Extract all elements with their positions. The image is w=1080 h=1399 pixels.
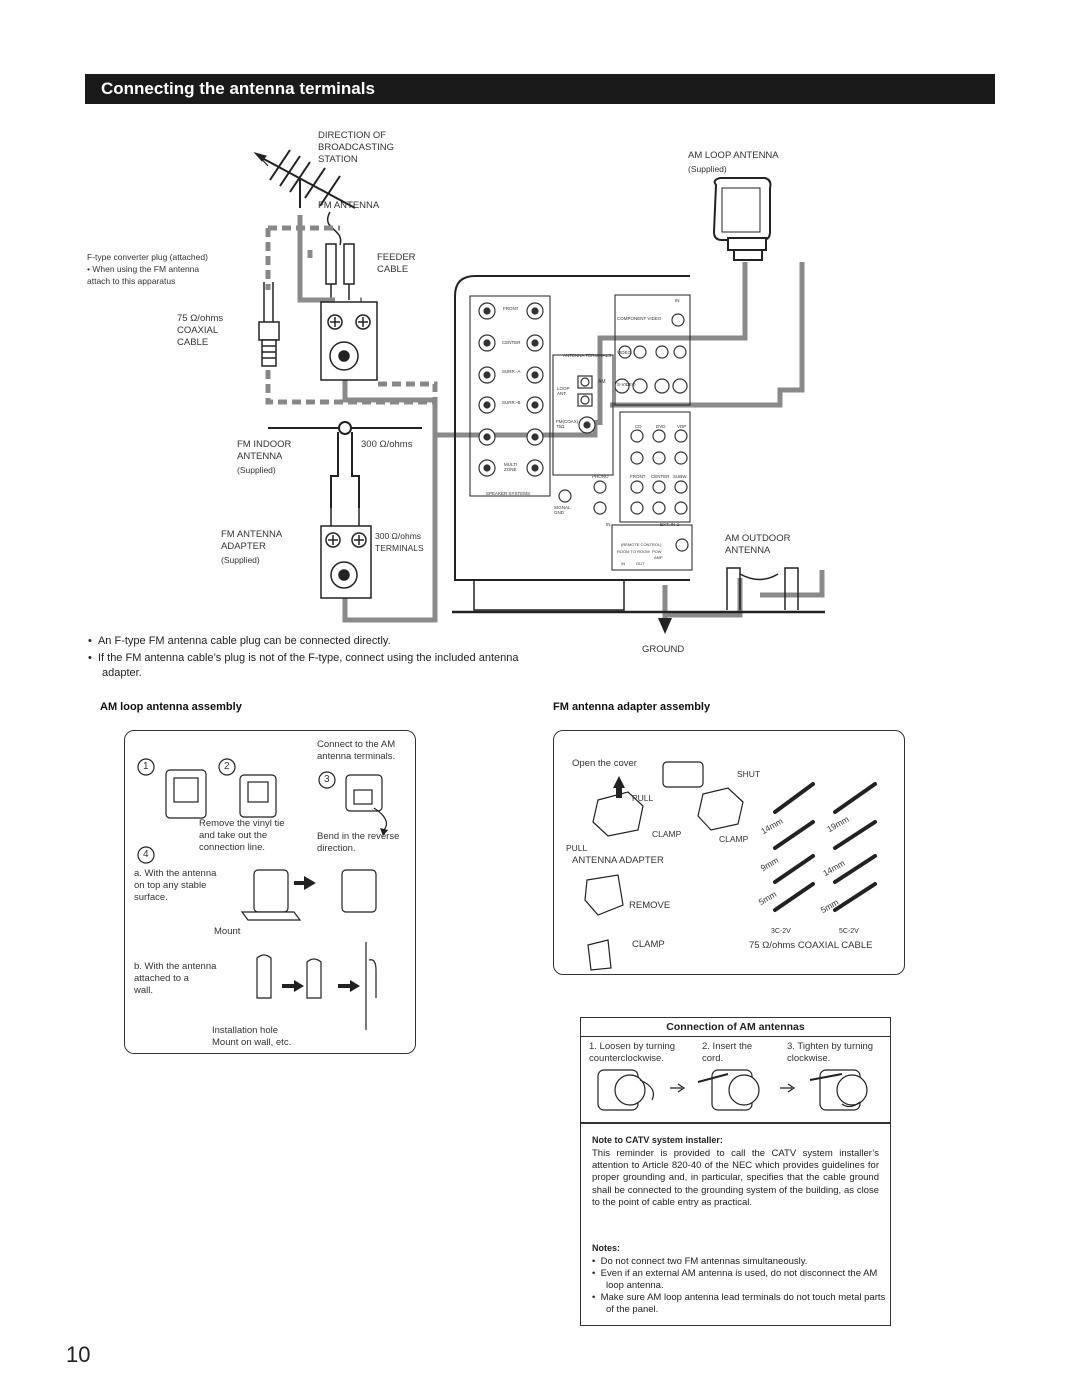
panel-label-video: VIDEO — [617, 350, 632, 355]
step-2-number: 2 — [224, 761, 230, 772]
installation-hole-text: Installation hole Mount on wall, etc. — [212, 1025, 292, 1048]
panel-label-surra: SURR.-A — [502, 369, 521, 374]
page-number: 10 — [66, 1342, 91, 1367]
clamp-label-1: CLAMP — [652, 829, 682, 839]
mm19-label: 19mm — [825, 813, 851, 835]
am-loop-antenna-icon — [714, 178, 770, 260]
panel-label-svideo: S-VIDEO — [617, 382, 636, 387]
ohms300-terminals-label: 300 Ω/ohms TERMINALS — [375, 531, 424, 553]
panel-label-pow: POW — [652, 549, 662, 554]
panel-label-in-box: IN — [621, 561, 625, 566]
am-connection-illustration — [580, 1060, 890, 1120]
note-item-2: • Even if an external AM antenna is used, do not disconnect the AM loop antenna. — [592, 1268, 878, 1292]
bullet-ftype: • An F-type FM antenna cable plug can be connected directly. — [88, 635, 391, 647]
panel-label-antterm: ANTENNA TERMINALS — [563, 353, 612, 358]
am-outdoor-antenna-label: AM OUTDOOR ANTENNA — [725, 533, 791, 556]
remove-label: REMOVE — [629, 900, 671, 911]
panel-label-out-box: OUT — [636, 561, 645, 566]
fm-antenna-label: FM ANTENNA — [318, 200, 380, 211]
am-step2-text: 2. Insert the cord. — [702, 1041, 753, 1064]
panel-label-front: FRONT — [503, 306, 519, 311]
page-title: Connecting the antenna terminals — [101, 79, 375, 98]
panel-label-signal-gnd: SIGNAL GND — [554, 505, 571, 515]
shut-label: SHUT — [737, 769, 761, 779]
panel-label-ext-in: EXT. IN-1 — [660, 522, 680, 527]
step-1-number: 1 — [143, 761, 149, 772]
mount-label: Mount — [214, 926, 241, 937]
clamp-label-2: CLAMP — [719, 834, 749, 844]
fm-adapter-label: FM ANTENNA ADAPTER — [221, 529, 283, 552]
ftype-note: • When using the FM antenna attach to this apparatus — [87, 264, 200, 286]
supplied-label-1: (Supplied) — [237, 465, 276, 475]
panel-label-amp: AMP — [654, 555, 663, 560]
stable-surface-text: a. With the antenna on top any stable surface. — [134, 868, 217, 903]
fm-terminal-block-upper — [321, 302, 377, 380]
open-cover-text: Open the cover — [572, 758, 637, 769]
panel-label-front2: FRONT — [630, 474, 646, 479]
fm-indoor-antenna-icon — [268, 422, 422, 508]
coax-caption: 75 Ω/ohms COAXIAL CABLE — [749, 940, 873, 951]
ftype-plug-label: F-type converter plug (attached) — [87, 252, 208, 262]
panel-label-center2: CENTER — [651, 474, 670, 479]
panel-label-surrb: SURR.-B — [502, 400, 521, 405]
ohms300-label: 300 Ω/ohms — [361, 439, 413, 450]
mm5a-label: 5mm — [756, 888, 779, 908]
supplied-label-2: (Supplied) — [221, 555, 260, 565]
mm14a-label: 14mm — [759, 815, 785, 837]
panel-label-in-tag: IN — [675, 298, 680, 303]
step-3-number: 3 — [324, 774, 330, 785]
wall-mount-text: b. With the antenna attached to a wall. — [134, 961, 217, 996]
panel-label-subw: SUBW. — [673, 474, 688, 479]
panel-label-comp-video: COMPONENT VIDEO — [617, 316, 662, 321]
feeder-cable-label: FEEDER CABLE — [377, 252, 416, 275]
clamp-label-3: CLAMP — [632, 939, 665, 950]
ground-icon — [658, 618, 672, 634]
panel-label-cd: CD — [635, 424, 642, 429]
step-4-number: 4 — [143, 849, 149, 860]
mm5b-label: 5mm — [818, 896, 841, 916]
panel-label-loop: LOOP ANT. — [557, 386, 570, 396]
supplied-label-3: (Supplied) — [688, 164, 727, 174]
panel-label-room: ROOM TO ROOM — [617, 549, 650, 554]
note-item-1: • Do not connect two FM antennas simultaneously. — [592, 1256, 808, 1267]
coaxial-cable-label: 75 Ω/ohms COAXIAL CABLE — [177, 313, 224, 348]
ground-label: GROUND — [642, 644, 685, 655]
panel-label-vdp: VDP — [677, 424, 687, 429]
panel-label-remote: (REMOTE CONTROL) — [621, 542, 662, 547]
antenna-adapter-label: ANTENNA ADAPTER — [572, 855, 664, 866]
cable-5c2v-label: 5C-2V — [839, 928, 859, 935]
fm-indoor-antenna-label: FM INDOOR ANTENNA — [237, 439, 292, 462]
panel-label-multi: MULTI ZONE — [504, 462, 518, 472]
pull-label-1: PULL — [632, 793, 654, 803]
cable-3c2v-label: 3C-2V — [771, 928, 791, 935]
direction-label: DIRECTION OF BROADCASTING STATION — [318, 130, 395, 165]
coaxial-cable-icon — [259, 282, 279, 366]
note-item-3: • Make sure AM loop antenna lead terminals do not touch metal parts of the panel. — [592, 1292, 886, 1316]
panel-label-fmcoax: FM(COAX) 75Ω — [556, 419, 579, 429]
catv-note-text: This reminder is provided to call the CATV system installer’s attention to Article 820-40 of the NEC which provides guidelines for proper grounding and, in particular, specifies that the cable ground shall be connected to the grounding system of the building, as close to the point of cable entry as practical. — [592, 1148, 879, 1208]
pull-label-2: PULL — [566, 843, 588, 853]
panel-label-phono: PHONO — [592, 474, 609, 479]
notes-heading: Notes: — [592, 1243, 621, 1253]
panel-label-in: IN — [606, 522, 611, 527]
fm-adapter-assembly-heading: FM antenna adapter assembly — [553, 701, 711, 713]
panel-label-speaker: SPEAKER SYSTEMS — [486, 491, 531, 496]
feeder-cable-plug-icon — [326, 244, 354, 300]
am-loop-antenna-label: AM LOOP ANTENNA — [688, 150, 779, 161]
am-loop-assembly-heading: AM loop antenna assembly — [100, 701, 242, 713]
panel-label-am: AM — [598, 379, 606, 385]
fm-antenna-adapter-icon — [321, 508, 371, 598]
connect-am-text: Connect to the AM antenna terminals. — [317, 739, 396, 762]
am-step1-text: 1. Loosen by turning counterclockwise. — [589, 1041, 676, 1064]
mm9-label: 9mm — [758, 854, 781, 874]
am-step3-text: 3. Tighten by turning clockwise. — [787, 1041, 874, 1064]
catv-note-heading: Note to CATV system installer: — [592, 1135, 723, 1145]
panel-label-dvd: DVD — [656, 424, 666, 429]
mm14b-label: 14mm — [821, 857, 847, 879]
bend-reverse-text: Bend in the reverse direction. — [317, 831, 400, 854]
remove-vinyl-text: Remove the vinyl tie and take out the connection line. — [199, 818, 285, 853]
am-connection-heading: Connection of AM antennas — [581, 1018, 890, 1037]
panel-label-center: CENTER — [502, 340, 521, 345]
bullet-adapter: • If the FM antenna cable’s plug is not of the F-type, connect using the included antenna adapter. — [88, 652, 519, 679]
